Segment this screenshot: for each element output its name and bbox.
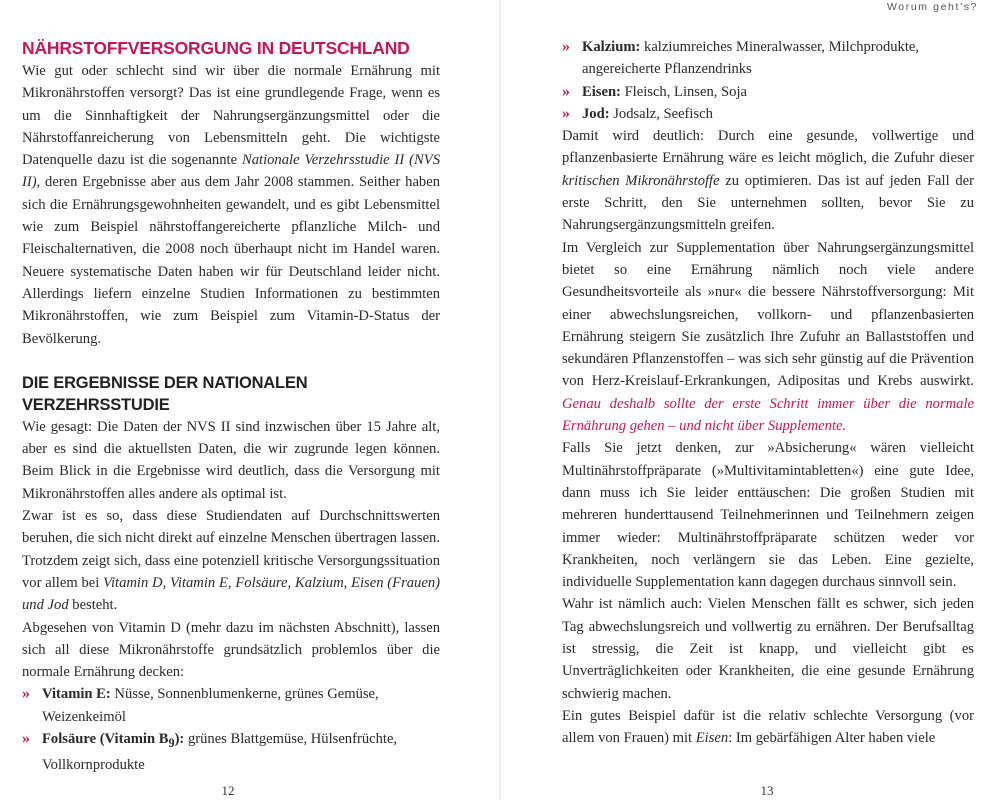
nutrient-sources: Nüsse, Sonnenblumenkerne, grünes Gemüse, Weizenkeimöl	[42, 686, 379, 725]
paragraph-first-step: Damit wird deutlich: Durch eine gesunde, vollwertige und pflanzenbasierte Ernährung wäre es leicht möglich, die Zufuhr dieser kritischen Mikronährstoffe zu optimieren. Das ist auf jeden Fall der erste Schritt, den Sie unternehmen sollten, bevor Sie zu Nahrungsergänzungsmitteln greifen.	[562, 128, 974, 234]
page-number: 13	[760, 783, 774, 798]
nutrient-term: Vitamin E:	[42, 686, 111, 703]
iron-term: Eisen	[695, 730, 729, 747]
paragraph-nutrition-coverage: Abgesehen von Vitamin D (mehr dazu im nächsten Abschnitt), lassen sich all diese Mikronährstoffe grundsätzlich problemlos über die normale Ernährung decken:	[22, 619, 440, 681]
nutrient-term: Kalzium:	[582, 39, 641, 55]
nutrient-term: Eisen:	[582, 83, 621, 100]
nutrient-term: Folsäure (Vitamin $B_9$):	[42, 731, 185, 750]
highlighted-conclusion: Genau deshalb sollte der erste Schritt immer über die normale Ernährung gehen – und nicht über Supplemente.	[562, 395, 974, 435]
bullet-chevron-icon: »	[562, 104, 570, 122]
list-item-jod	[562, 103, 974, 125]
running-head: Worum geht’s?	[886, 1, 978, 13]
list-item-kalzium	[562, 36, 974, 81]
nutrient-source-list-continued	[562, 36, 974, 125]
paragraph-health-benefits: Im Vergleich zur Supplementation über Nahrungsergänzungsmittel bietet so eine Ernährung nämlich noch viele andere Gesundheitsvorteile als »nur« die bessere Nährstoffversorgung: Mit einer abwechslungsreichen, vollkorn- und pflanzenbasierten Ernährung steigern Sie zusätzlich Ihre Zufuhr an Ballaststoffen und sekundären Pflanzenstoffen – was sich sehr günstig auf die Prävention von Herz-Kreislauf-Erkrankungen, Adipositas und Krebs auswirkt. Genau deshalb sollte der erste Schritt immer über die normale Ernährung gehen – und nicht über Supplemente.	[562, 239, 974, 435]
study-name: Nationale Verzehrsstudie II (NVS II)	[22, 152, 440, 191]
nutrient-term: Jod:	[582, 105, 610, 122]
nutrient-sources: Fleisch, Linsen, Soja	[620, 83, 747, 100]
right-text-column	[562, 36, 974, 750]
nutrient-sources: kalziumreiches Mineralwasser, Milchprodukte, angereicherte Pflanzendrinks	[582, 39, 920, 78]
critical-micronutrients-term: kritischen Mikronährstoffe	[562, 172, 720, 189]
paragraph-daily-life: Wahr ist nämlich auch: Vielen Menschen fällt es schwer, sich jeden Tag abwechslungsreich und vollwertig zu ernähren. Der Berufsalltag ist stressig, die Zeit ist knapp, und vielleicht gibt es Unverträglichkeiten oder Krankheiten, die eine gesunde Ernährung schwierig machen.	[562, 596, 974, 702]
nutrient-sources: Jodsalz, Seefisch	[609, 105, 713, 122]
list-item-folsaeure	[22, 728, 440, 777]
critical-nutrients-list: Vitamin D, Vitamin E, Folsäure, Kalzium, Eisen (Frauen) und Jod	[22, 574, 440, 614]
bullet-chevron-icon: »	[562, 82, 570, 100]
left-text-column	[22, 36, 440, 777]
bullet-chevron-icon: »	[22, 685, 30, 703]
list-item-vitamin-e	[22, 683, 440, 728]
paragraph-iron-example: Ein gutes Beispiel dafür ist die relativ schlechte Versorgung (vor allem von Frauen) mit Eisen: Im gebärfähigen Alter haben viele	[562, 707, 974, 747]
page-number: 12	[221, 783, 235, 798]
section-heading: NÄHRSTOFFVERSORGUNG IN DEUTSCHLAND	[22, 38, 410, 58]
list-item-eisen	[562, 81, 974, 103]
bullet-chevron-icon: »	[22, 730, 30, 748]
subsection-heading: DIE ERGEBNISSE DER NATIONALEN VERZEHRSSTUDIE	[22, 373, 308, 414]
intro-paragraph: Wie gut oder schlecht sind wir über die normale Ernährung mit Mikronährstoffen versorgt? Das ist eine grundlegende Frage, wenn es um die Sinnhaftigkeit der Nahrungsergänzungsmittel oder die Nährstoffanreicherung von Lebensmitteln geht. Die wichtigste Datenquelle dazu ist die sogenannte Nationale Verzehrsstudie II (NVS II), deren Ergebnisse aber aus dem Jahr 2008 stammen. Seither haben sich die Ernährungsgewohnheiten gewandelt, und es gibt Lebensmittel wie zum Beispiel nährstoffangereicherte pflanzliche Milch- und Fleischalternativen, die 2008 noch überhaupt nicht im Handel waren. Neuere systematische Daten haben wir für Deutschland leider nicht. Allerdings liefern einzelne Studien Informationen zu bestimmten Mikronährstoffen, wie zum Beispiel zum Vitamin-D-Status der Bevölkerung.	[22, 63, 440, 347]
nutrient-source-list	[22, 683, 440, 776]
paragraph-critical-nutrients: Zwar ist es so, dass diese Studiendaten auf Durchschnittswerten beruhen, die sich nicht direkt auf einzelne Menschen übertragen lassen. Trotzdem zeigt sich, dass eine potenziell kritische Versorgungssituation vor allem bei Vitamin D, Vitamin E, Folsäure, Kalzium, Eisen (Frauen) und Jod besteht.	[22, 508, 440, 614]
paragraph-data-age: Wie gesagt: Die Daten der NVS II sind inzwischen über 15 Jahre alt, aber es sind die aktuellsten Daten, die wir zugrunde legen können. Beim Blick in die Ergebnisse wird deutlich, dass die Versorgung mit Mikronährstoffen alles andere als optimal ist.	[22, 418, 440, 502]
nutrient-sources: grünes Blattgemüse, Hülsenfrüchte, Vollkornprodukte	[42, 731, 398, 774]
paragraph-multivitamins: Falls Sie jetzt denken, zur »Absicherung« wären vielleicht Multinährstoffpräparate (»Multivitamintabletten«) eine gute Idee, dann muss ich Sie leider enttäuschen: Die großen Studien mit mehreren hunderttausend Teilnehmerinnen und Teilnehmern zeigen immer wieder: Multinährstoffpräparate schützen weder vor Krankheiten, noch verlängern sie das Leben. Eine gezielte, individuelle Supplementation kann dagegen durchaus sinnvoll sein.	[562, 440, 974, 591]
bullet-chevron-icon: »	[562, 38, 570, 55]
right-page	[500, 0, 1000, 800]
